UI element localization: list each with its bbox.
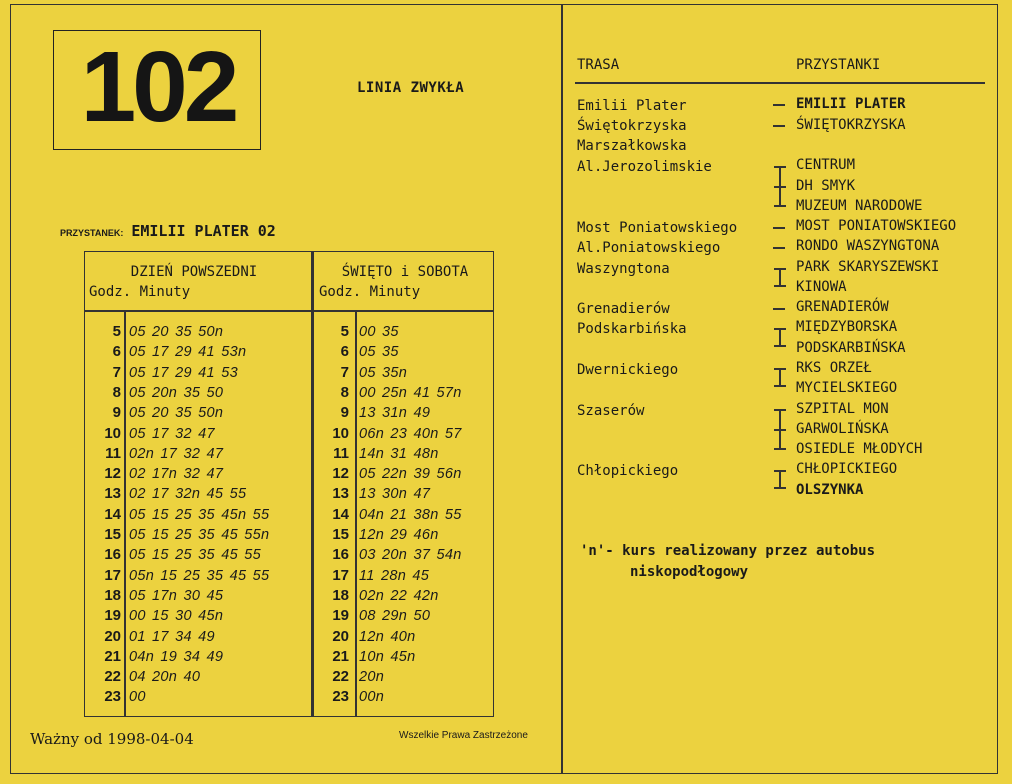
route-stop: MOST PONIATOWSKIEGO [796,218,957,234]
route-street: Grenadierów [577,301,670,317]
weekday-subtitle: Godz. Minuty [89,284,191,300]
route-street: Emilii Plater [577,98,687,114]
route-stop: SZPITAL MON [796,401,889,417]
holiday-minutes: 03 20n 37 54n [359,547,462,563]
weekday-minutes: 05 17n 30 45 [129,588,224,604]
route-stop: GARWOLIŃSKA [796,421,889,437]
weekday-hour: 10 [104,425,121,442]
note-line-2: niskopodłogowy [630,564,749,580]
weekday-minutes: 05 17 32 47 [129,426,215,442]
route-header-rule [575,82,985,84]
route-connector [774,385,786,387]
route-street: Waszyngtona [577,261,670,277]
holiday-minutes: 12n 40n [359,629,416,645]
route-header: TRASA [577,57,620,73]
route-connector [779,368,781,386]
note-line-1: 'n'- kurs realizowany przez autobus [580,543,876,559]
weekday-hour: 7 [112,364,121,381]
route-stop: PODSKARBIŃSKA [796,340,906,356]
holiday-hour: 9 [340,404,349,421]
weekday-hour: 22 [104,668,121,685]
holiday-minutes: 06n 23 40n 57 [359,426,462,442]
stop-header [60,222,276,241]
weekday-hour: 15 [104,526,121,543]
route-stop: GRENADIERÓW [796,299,889,315]
timetable-grid [84,251,494,717]
weekday-minutes: 05 15 25 35 45 55 [129,547,262,563]
weekday-minutes: 05 20n 35 50 [129,385,224,401]
holiday-minutes: 11 28n 45 [359,568,430,584]
route-stop: KINOWA [796,279,847,295]
weekday-hour: 18 [104,587,121,604]
weekday-hour: 11 [105,445,121,462]
weekday-minutes: 02n 17 32 47 [129,446,224,462]
holiday-hour-rule [355,310,357,716]
weekday-hour: 14 [104,506,121,523]
weekday-minutes: 05 20 35 50n [129,324,224,340]
line-number-box [53,30,261,150]
route-connector [773,247,785,249]
holiday-minutes: 12n 29 46n [359,527,439,543]
weekday-minutes: 02 17 32n 45 55 [129,486,247,502]
holiday-hour: 5 [340,323,349,340]
holiday-minutes: 04n 21 38n 55 [359,507,462,523]
route-street: Al.Poniatowskiego [577,240,721,256]
route-stop: OLSZYNKA [796,482,864,498]
route-connector [774,205,786,207]
route-street: Al.Jerozolimskie [577,159,712,175]
weekday-hour: 12 [104,465,121,482]
weekday-minutes: 04n 19 34 49 [129,649,224,665]
route-stop: RONDO WASZYNGTONA [796,238,940,254]
holiday-hour: 6 [340,343,349,360]
weekday-minutes: 04 20n 40 [129,669,201,685]
route-connector [774,487,786,489]
weekday-minutes: 05 15 25 35 45n 55 [129,507,270,523]
holiday-hour: 20 [332,628,349,645]
weekday-hour-rule [124,310,126,716]
route-connector [773,104,785,106]
weekday-hour: 23 [104,688,121,705]
route-connector [774,429,786,431]
holiday-minutes: 13 31n 49 [359,405,431,421]
route-connector [773,125,785,127]
holiday-title: ŚWIĘTO i SOBOTA [341,264,469,280]
weekday-hour: 19 [104,607,121,624]
route-connector [774,448,786,450]
route-stop: MYCIELSKIEGO [796,380,898,396]
holiday-hour: 13 [332,485,349,502]
copyright-notice: Wszelkie Prawa Zastrzeżone [399,730,528,741]
route-connector [774,345,786,347]
holiday-hour: 18 [332,587,349,604]
holiday-hour: 16 [332,546,349,563]
route-stop: OSIEDLE MŁODYCH [796,441,923,457]
route-stop: DH SMYK [796,178,856,194]
route-connector [773,308,785,310]
route-street: Szaserów [577,403,645,419]
holiday-minutes: 05 22n 39 56n [359,466,462,482]
holiday-subtitle: Godz. Minuty [319,284,421,300]
route-stop: CHŁOPICKIEGO [796,461,898,477]
lowfloor-note [580,541,875,583]
line-type: LINIA ZWYKŁA [357,80,465,96]
route-street: Chłopickiego [577,463,679,479]
route-street: Świętokrzyska [577,118,687,134]
route-connector [779,328,781,346]
holiday-minutes: 00 35 [359,324,399,340]
route-street: Most Poniatowskiego [577,220,738,236]
holiday-minutes: 00 25n 41 57n [359,385,462,401]
stop-label: PRZYSTANEK: [60,228,124,238]
header-separator [85,310,493,312]
holiday-minutes: 02n 22 42n [359,588,439,604]
route-connector [773,227,785,229]
weekday-header [89,262,299,302]
holiday-hour: 11 [333,445,349,462]
weekday-hour: 8 [112,384,121,401]
route-stop: EMILII PLATER [796,96,906,112]
holiday-hour: 23 [332,688,349,705]
holiday-minutes: 20n [359,669,385,685]
holiday-minutes: 10n 45n [359,649,416,665]
holiday-hour: 17 [332,567,349,584]
holiday-minutes: 13 30n 47 [359,486,431,502]
stops-header: PRZYSTANKI [796,57,881,73]
holiday-hour: 10 [332,425,349,442]
holiday-hour: 21 [332,648,349,665]
weekday-hour: 17 [104,567,121,584]
holiday-minutes: 08 29n 50 [359,608,431,624]
route-stop: MUZEUM NARODOWE [796,198,923,214]
weekday-minutes: 05n 15 25 35 45 55 [129,568,270,584]
weekday-hour: 9 [112,404,121,421]
route-connector [779,470,781,488]
weekday-minutes: 05 15 25 35 45 55n [129,527,270,543]
route-connector [774,285,786,287]
stop-name: EMILII PLATER 02 [131,222,276,240]
holiday-minutes: 00n [359,689,385,705]
route-connector [774,186,786,188]
route-street: Podskarbińska [577,321,687,337]
holiday-minutes: 05 35n [359,365,408,381]
holiday-header [319,262,491,302]
holiday-minutes: 14n 31 48n [359,446,439,462]
weekday-minutes: 02 17n 32 47 [129,466,224,482]
holiday-hour: 12 [332,465,349,482]
holiday-hour: 22 [332,668,349,685]
weekday-hour: 16 [104,546,121,563]
holiday-hour: 14 [332,506,349,523]
weekday-minutes: 05 17 29 41 53n [129,344,247,360]
route-street: Dwernickiego [577,362,679,378]
validity-date: Ważny od 1998-04-04 [30,730,194,748]
holiday-hour: 7 [340,364,349,381]
route-stop: RKS ORZEŁ [796,360,872,376]
weekday-minutes: 05 17 29 41 53 [129,365,238,381]
route-stop: ŚWIĘTOKRZYSKA [796,117,906,133]
line-number: 102 [80,31,236,143]
weekday-hour: 21 [104,648,121,665]
column-divider [561,4,563,774]
weekday-hour: 6 [112,343,121,360]
weekday-minutes: 01 17 34 49 [129,629,215,645]
weekday-minutes: 00 [129,689,146,705]
route-street: Marszałkowska [577,138,687,154]
route-connector [779,268,781,286]
route-stop: PARK SKARYSZEWSKI [796,259,940,275]
holiday-hour: 8 [340,384,349,401]
weekday-minutes: 00 15 30 45n [129,608,224,624]
weekday-minutes: 05 20 35 50n [129,405,224,421]
route-stop: MIĘDZYBORSKA [796,319,898,335]
weekday-hour: 20 [104,628,121,645]
holiday-hour: 15 [332,526,349,543]
route-stop: CENTRUM [796,157,856,173]
weekday-title: DZIEŃ POWSZEDNI [130,264,258,280]
weekday-hour: 5 [112,323,121,340]
holiday-minutes: 05 35 [359,344,399,360]
weekday-hour: 13 [104,485,121,502]
holiday-hour: 19 [332,607,349,624]
